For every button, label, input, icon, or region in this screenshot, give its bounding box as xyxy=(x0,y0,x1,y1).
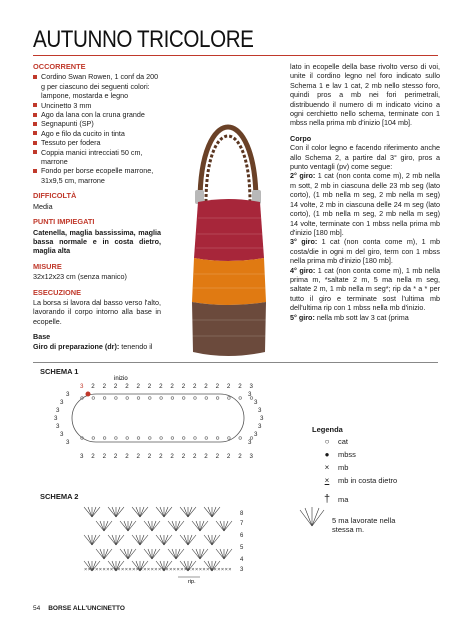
legend-label: mb in costa dietro xyxy=(338,476,398,485)
sc-mark: × xyxy=(169,567,173,573)
stitch-count: 3 xyxy=(60,399,64,406)
stitch-count: 2 xyxy=(159,383,163,390)
stitch-count: 3 xyxy=(54,415,58,422)
stitch-count: 2 xyxy=(125,453,129,460)
fan-stitch xyxy=(204,507,220,517)
single-crochet-icon: × xyxy=(324,463,330,472)
stitch-count: 2 xyxy=(136,383,140,390)
stitch-count: 3 xyxy=(260,415,264,422)
schema2-row-numbers xyxy=(240,511,244,573)
hole-marker xyxy=(228,437,231,440)
fan-stitch xyxy=(216,521,232,531)
giro-4 xyxy=(290,266,440,313)
title-rule xyxy=(33,55,438,56)
legend-item xyxy=(322,463,348,472)
sc-mark: × xyxy=(150,567,154,573)
sc-mark: × xyxy=(187,567,191,573)
stitch-count: 2 xyxy=(147,383,152,390)
hole-marker xyxy=(182,397,185,400)
sc-mark: × xyxy=(224,567,228,573)
fan-stitch xyxy=(156,535,172,545)
hole-marker xyxy=(228,397,231,400)
hole-marker xyxy=(160,437,163,440)
sc-mark: × xyxy=(124,567,128,573)
fan-stitch xyxy=(120,549,136,559)
hole-marker xyxy=(115,397,118,400)
hole-marker xyxy=(126,397,129,400)
sc-mark: × xyxy=(209,567,214,573)
stitch-count: 2 xyxy=(113,383,118,390)
sc-mark: × xyxy=(109,567,114,573)
start-point-marker xyxy=(86,392,91,397)
sc-mark: × xyxy=(139,567,143,573)
legend-label: cat xyxy=(338,437,349,446)
schema1-inizio-label: inizio xyxy=(114,376,128,382)
schema1-label: SCHEMA 1 xyxy=(40,367,79,376)
sc-mark: × xyxy=(117,567,121,573)
bag-illustration xyxy=(178,62,278,362)
stitch-count: 2 xyxy=(226,383,231,390)
base-text: tenendo il xyxy=(119,341,153,351)
giro-2-label: 2° giro: xyxy=(290,171,316,181)
sc-mark: × xyxy=(161,567,165,573)
fan-stitch xyxy=(168,549,184,559)
fan-stitch xyxy=(96,549,112,559)
sc-mark: × xyxy=(180,567,184,573)
stitch-count: 3 xyxy=(258,407,262,414)
sc-mark: × xyxy=(154,567,158,573)
double-crochet-icon: † xyxy=(323,493,331,505)
hole-marker xyxy=(205,397,208,400)
fan-stitch xyxy=(204,535,220,545)
chain-icon: ○ xyxy=(324,437,330,446)
fan-stitch xyxy=(216,549,232,559)
hole-marker xyxy=(216,397,219,400)
sc-mark: × xyxy=(183,567,188,573)
stitch-count: 3 xyxy=(249,453,253,460)
stitch-count: 2 xyxy=(193,383,197,390)
sc-mark: × xyxy=(84,567,88,573)
stitch-count: 2 xyxy=(181,453,186,460)
list-item: Fondo per borse ecopelle marrone, 31x9,5 cm, marrone xyxy=(33,166,161,185)
stitch-count: 2 xyxy=(226,453,231,460)
schema2-label: SCHEMA 2 xyxy=(40,492,79,501)
hole-marker xyxy=(115,437,118,440)
stitch-count: 2 xyxy=(147,453,152,460)
row-number: 5 xyxy=(240,545,244,551)
stitch-count: 2 xyxy=(113,453,118,460)
hole-marker xyxy=(216,437,219,440)
page-number: 54 xyxy=(33,605,41,612)
giro-3 xyxy=(290,237,440,265)
stitch-count: 3 xyxy=(66,391,70,398)
stitch-count: 2 xyxy=(238,383,242,390)
fan-stitch xyxy=(108,507,124,517)
legend-item xyxy=(322,493,348,505)
list-item: Tessuto per fodera xyxy=(33,138,161,147)
sc-mark: × xyxy=(146,567,151,573)
hole-marker xyxy=(126,437,129,440)
row-number: 6 xyxy=(240,533,244,539)
fan-stitch xyxy=(120,521,136,531)
sc-mark: × xyxy=(98,567,103,573)
list-item: Ago e filo da cucito in tinta xyxy=(33,129,161,138)
fan-stitch xyxy=(84,507,100,517)
sc-mark: × xyxy=(220,567,225,573)
fan-stitch xyxy=(168,521,184,531)
hole-marker xyxy=(182,437,185,440)
hole-marker xyxy=(137,397,140,400)
back-loop-sc-icon: × xyxy=(324,476,330,485)
schema1-top-counts xyxy=(80,383,254,390)
occorrente-list xyxy=(33,72,161,185)
sc-mark: × xyxy=(172,567,177,573)
sc-mark: × xyxy=(95,567,99,573)
hole-marker xyxy=(171,397,174,400)
stitch-count: 3 xyxy=(254,431,258,438)
corpo-text: Con il color legno e facendo riferimento anche allo Schema 2, a partire dal 3° giro, pros a punto ventagli (pv) come segue: xyxy=(290,143,440,172)
hole-marker xyxy=(205,437,208,440)
sc-mark: × xyxy=(106,567,110,573)
schema1-diagram xyxy=(40,372,280,467)
legend-label: mb xyxy=(338,463,349,472)
hole-marker xyxy=(160,397,163,400)
sc-mark: × xyxy=(121,567,125,573)
sc-mark: × xyxy=(176,567,180,573)
stitch-count: 3 xyxy=(60,431,64,438)
slip-stitch-icon: ● xyxy=(324,450,330,459)
stitch-count: 2 xyxy=(204,383,208,390)
hole-marker xyxy=(92,437,95,440)
sc-mark: × xyxy=(135,567,140,573)
hole-marker xyxy=(239,437,242,440)
hole-marker xyxy=(171,437,174,440)
row-number: 4 xyxy=(240,557,244,563)
sc-mark: × xyxy=(158,567,162,573)
sc-mark: × xyxy=(228,567,232,573)
fan-label: 5 ma lavorate nella stessa m. xyxy=(332,516,396,534)
row-number: 8 xyxy=(240,511,244,517)
stitch-count: 2 xyxy=(170,453,174,460)
giro-5 xyxy=(290,313,440,322)
right-column xyxy=(290,62,440,322)
stitch-count: 2 xyxy=(91,453,95,460)
sc-mark: × xyxy=(132,567,136,573)
stitch-count: 3 xyxy=(254,399,258,406)
stitch-count: 3 xyxy=(249,383,253,390)
sc-mark: × xyxy=(195,567,199,573)
sc-mark: × xyxy=(165,567,169,573)
list-item: Uncinetto 3 mm xyxy=(33,101,161,110)
list-item: Cordino Swan Rowen, 1 conf da 200 g per ciascuno dei seguenti colori: lampone, mostarda e legno xyxy=(33,72,161,100)
legend-label: ma xyxy=(338,494,349,504)
stitch-count: 3 xyxy=(66,439,70,446)
legend-item xyxy=(322,476,397,485)
rip-label: rip. xyxy=(188,579,196,585)
giro-2 xyxy=(290,171,440,237)
difficolta-heading: DIFFICOLTÀ xyxy=(33,191,77,201)
sc-mark: × xyxy=(202,567,206,573)
stitch-count: 3 xyxy=(56,423,60,430)
fan-stitch xyxy=(96,521,112,531)
stitch-count: 3 xyxy=(248,391,252,398)
fan-stitch xyxy=(180,535,196,545)
fan-stitch xyxy=(108,535,124,545)
fan-stitch xyxy=(84,535,100,545)
sc-mark: × xyxy=(206,567,210,573)
sc-mark: × xyxy=(87,567,91,573)
punti-heading: PUNTI IMPIEGATI xyxy=(33,217,95,227)
magazine-name: BORSE ALL'UNCINETTO xyxy=(48,605,125,612)
left-column xyxy=(33,62,161,351)
stitch-count: 2 xyxy=(204,453,208,460)
fan-stitch xyxy=(132,535,148,545)
giro-4-text: 1 cat (non conta come m), 1 mb nella prima m, *saltate 2 m, 5 ma nella m seg, saltate 2 m, 1 mb nella m seg*; rip da * a * per tutto il giro e terminate sost l'ultima mb dell'ultima rip con 1 mbss nella mb d'inizio. xyxy=(290,265,440,313)
fan-stitch xyxy=(132,507,148,517)
sc-mark: × xyxy=(113,567,117,573)
sc-mark: × xyxy=(213,567,217,573)
row-number: 3 xyxy=(240,567,244,573)
fan-stitch xyxy=(180,507,196,517)
fan-icon xyxy=(298,506,326,528)
hole-marker xyxy=(103,397,106,400)
stitch-count: 3 xyxy=(80,383,84,390)
hole-marker xyxy=(92,397,95,400)
hole-marker xyxy=(137,437,140,440)
hole-marker xyxy=(149,437,152,440)
schema1-holes xyxy=(81,397,253,440)
stitch-count: 3 xyxy=(258,423,262,430)
hole-marker xyxy=(103,437,106,440)
page-footer xyxy=(33,605,125,612)
stitch-count: 2 xyxy=(136,453,140,460)
stitch-count: 2 xyxy=(215,383,220,390)
legend-title: Legenda xyxy=(312,425,343,434)
fan-stitch xyxy=(144,521,160,531)
giro-3-label: 3° giro: xyxy=(290,237,318,247)
page-title: AUTUNNO TRICOLORE xyxy=(33,26,254,53)
stitch-count: 2 xyxy=(159,453,163,460)
fan-stitch xyxy=(144,549,160,559)
corpo-heading: Corpo xyxy=(290,133,312,143)
schema1-left-counts xyxy=(54,391,70,446)
sc-mark: × xyxy=(217,567,221,573)
row-number: 7 xyxy=(240,521,244,527)
esecuzione-text: La borsa si lavora dal basso verso l'alto, lavorando il corpo intorno alla base in ecopelle. xyxy=(33,297,161,326)
bag-photo xyxy=(178,62,278,362)
stitch-count: 2 xyxy=(102,453,107,460)
schema2-fans xyxy=(84,507,232,571)
sc-mark: × xyxy=(128,567,132,573)
misure-text: 32x12x23 cm (senza manico) xyxy=(33,272,127,282)
schema1-bottom-counts xyxy=(80,453,254,460)
base-paragraph xyxy=(33,342,161,351)
hole-marker xyxy=(194,397,197,400)
hole-marker xyxy=(239,397,242,400)
schema2-base-row xyxy=(84,567,232,573)
legend-item xyxy=(322,437,348,446)
stitch-count: 2 xyxy=(193,453,197,460)
list-item: Coppia manici intrecciati 50 cm, marrone xyxy=(33,148,161,167)
base-label: Giro di preparazione (dr): xyxy=(33,341,120,351)
esecuzione-heading: ESECUZIONE xyxy=(33,287,82,297)
giro-2-text: 1 cat (non conta come m), 2 mb nella m sott, 2 mb in ciascuna delle 23 mb seg (lato corto), (1 mb nella m seg, 2 mb nella m seg) 14 volte, 2 mb in ciascuna delle 24 m seg (lato corto), (1 mb nella m seg, 2 mb nella m seg) 14 volte, terminate con 1 mbss nella prima mb d'inizio [180 mb]. xyxy=(290,171,440,237)
stitch-count: 2 xyxy=(91,383,95,390)
sc-mark: × xyxy=(91,567,95,573)
sc-mark: × xyxy=(191,567,195,573)
stitch-count: 2 xyxy=(102,383,107,390)
stitch-count: 2 xyxy=(238,453,242,460)
occorrente-heading: OCCORRENTE xyxy=(33,62,86,71)
fan-stitch xyxy=(192,549,208,559)
stitch-count: 2 xyxy=(181,383,186,390)
stitch-count: 2 xyxy=(170,383,174,390)
list-item: Segnapunti (SP) xyxy=(33,119,161,128)
giro-5-label: 5° giro: xyxy=(290,312,315,322)
stitch-count: 3 xyxy=(248,439,252,446)
schema2-diagram xyxy=(80,495,255,585)
giro-4-label: 4° giro: xyxy=(290,265,316,275)
legend-item xyxy=(322,450,356,459)
hole-marker xyxy=(149,397,152,400)
hole-marker xyxy=(194,437,197,440)
sc-mark: × xyxy=(143,567,147,573)
giro-3-text: 1 cat (non conta come m), 1 mb costa/die in ogni m del giro, term con 1 mbss nella prima mb d'inizio [180 mb]. xyxy=(290,237,440,266)
stitch-count: 3 xyxy=(56,407,60,414)
stitch-count: 3 xyxy=(80,453,84,460)
fan-stitch xyxy=(192,521,208,531)
difficolta-text: Media xyxy=(33,201,53,211)
giro-5-text: nella mb sott lav 3 cat (prima xyxy=(314,312,409,322)
legend-label: mbss xyxy=(338,450,356,459)
fan-stitch xyxy=(156,507,172,517)
stitch-count: 2 xyxy=(215,453,220,460)
punti-text: Catenella, maglia bassissima, maglia bassa normale e in costa dietro, maglia alta xyxy=(33,227,161,256)
sc-mark: × xyxy=(198,567,202,573)
stitch-count: 2 xyxy=(125,383,129,390)
base-continuation: lato in ecopelle della base rivolto verso di voi, unite il cordino legno nel foro indicato sullo Schema 1 e lav 1 cat, 2 mb nello stesso foro, quindi pros a mb nei fori perimetrali, distribuendo il numero di m indicato vicino a ogni cerchietto nello schema, terminate con 1 mbss nella prima mb d'inizio [104 mb]. xyxy=(290,62,440,128)
sc-mark: × xyxy=(102,567,106,573)
list-item: Ago da lana con la cruna grande xyxy=(33,110,161,119)
misure-heading: MISURE xyxy=(33,261,62,271)
base-heading: Base xyxy=(33,332,51,342)
